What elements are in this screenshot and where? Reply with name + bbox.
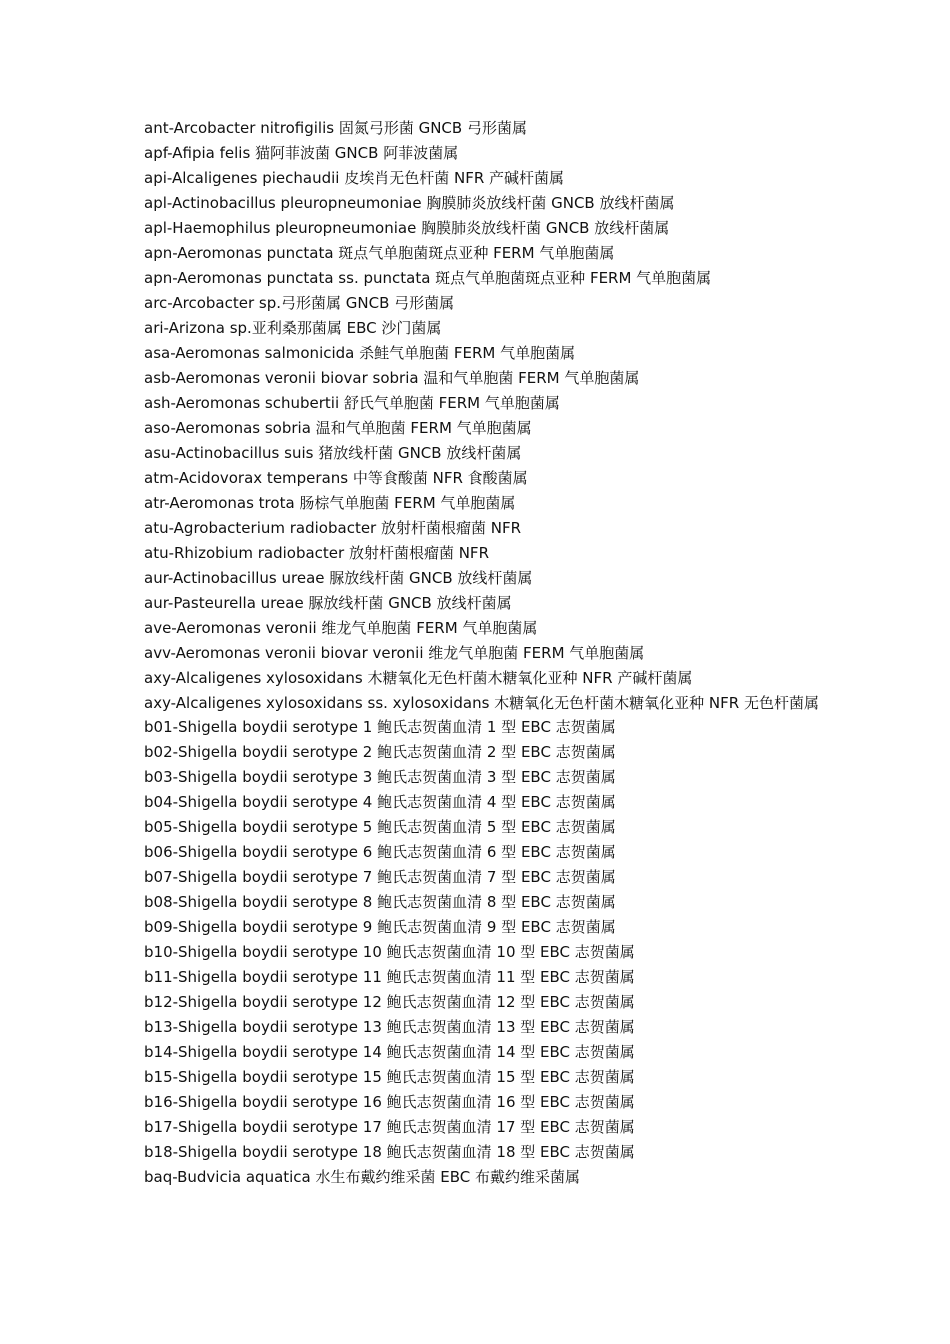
list-item: b05-Shigella boydii serotype 5 鲍氏志贺菌血清 5 型 EBC 志贺菌属 <box>144 818 616 836</box>
list-item: apf-Afipia felis 猫阿菲波菌 GNCB 阿菲波菌属 <box>144 144 459 162</box>
list-item: asu-Actinobacillus suis 猪放线杆菌 GNCB 放线杆菌属 <box>144 444 522 462</box>
list-item: aur-Pasteurella ureae 脲放线杆菌 GNCB 放线杆菌属 <box>144 594 512 612</box>
list-item: b12-Shigella boydii serotype 12 鲍氏志贺菌血清 12 型 EBC 志贺菌属 <box>144 993 635 1011</box>
list-item: ant-Arcobacter nitrofigilis 固氮弓形菌 GNCB 弓形菌属 <box>144 119 527 137</box>
list-item: atr-Aeromonas trota 肠棕气单胞菌 FERM 气单胞菌属 <box>144 494 516 512</box>
list-item: ash-Aeromonas schubertii 舒氏气单胞菌 FERM 气单胞菌属 <box>144 394 560 412</box>
list-item: apl-Haemophilus pleuropneumoniae 胸膜肺炎放线杆菌 GNCB 放线杆菌属 <box>144 219 670 237</box>
list-item: atu-Rhizobium radiobacter 放射杆菌根瘤菌 NFR <box>144 544 489 562</box>
list-item: b10-Shigella boydii serotype 10 鲍氏志贺菌血清 10 型 EBC 志贺菌属 <box>144 943 635 961</box>
list-item: asb-Aeromonas veronii biovar sobria 温和气单胞菌 FERM 气单胞菌属 <box>144 369 640 387</box>
list-item: axy-Alcaligenes xylosoxidans 木糖氧化无色杆菌木糖氧化亚种 NFR 产碱杆菌属 <box>144 669 693 687</box>
list-item: ave-Aeromonas veronii 维龙气单胞菌 FERM 气单胞菌属 <box>144 619 538 637</box>
list-item: b03-Shigella boydii serotype 3 鲍氏志贺菌血清 3 型 EBC 志贺菌属 <box>144 768 616 786</box>
list-item: api-Alcaligenes piechaudii 皮埃肖无色杆菌 NFR 产碱杆菌属 <box>144 169 565 187</box>
list-item: b06-Shigella boydii serotype 6 鲍氏志贺菌血清 6 型 EBC 志贺菌属 <box>144 843 616 861</box>
list-item: b07-Shigella boydii serotype 7 鲍氏志贺菌血清 7 型 EBC 志贺菌属 <box>144 868 616 886</box>
list-item: b16-Shigella boydii serotype 16 鲍氏志贺菌血清 16 型 EBC 志贺菌属 <box>144 1093 635 1111</box>
list-item: ari-Arizona sp.亚利桑那菌属 EBC 沙门菌属 <box>144 319 442 337</box>
list-item: b08-Shigella boydii serotype 8 鲍氏志贺菌血清 8 型 EBC 志贺菌属 <box>144 893 616 911</box>
list-item: b17-Shigella boydii serotype 17 鲍氏志贺菌血清 17 型 EBC 志贺菌属 <box>144 1118 635 1136</box>
list-item: asa-Aeromonas salmonicida 杀鲑气单胞菌 FERM 气单胞菌属 <box>144 344 576 362</box>
list-item: b15-Shigella boydii serotype 15 鲍氏志贺菌血清 15 型 EBC 志贺菌属 <box>144 1068 635 1086</box>
list-item: b18-Shigella boydii serotype 18 鲍氏志贺菌血清 18 型 EBC 志贺菌属 <box>144 1143 635 1161</box>
list-item: aso-Aeromonas sobria 温和气单胞菌 FERM 气单胞菌属 <box>144 419 532 437</box>
list-item: b13-Shigella boydii serotype 13 鲍氏志贺菌血清 13 型 EBC 志贺菌属 <box>144 1018 635 1036</box>
document-page <box>144 116 819 1190</box>
list-item: b04-Shigella boydii serotype 4 鲍氏志贺菌血清 4 型 EBC 志贺菌属 <box>144 793 616 811</box>
list-item: apl-Actinobacillus pleuropneumoniae 胸膜肺炎放线杆菌 GNCB 放线杆菌属 <box>144 194 675 212</box>
list-item: b02-Shigella boydii serotype 2 鲍氏志贺菌血清 2 型 EBC 志贺菌属 <box>144 743 616 761</box>
list-item: b11-Shigella boydii serotype 11 鲍氏志贺菌血清 11 型 EBC 志贺菌属 <box>144 968 635 986</box>
list-item: b14-Shigella boydii serotype 14 鲍氏志贺菌血清 14 型 EBC 志贺菌属 <box>144 1043 635 1061</box>
list-item: b09-Shigella boydii serotype 9 鲍氏志贺菌血清 9 型 EBC 志贺菌属 <box>144 918 616 936</box>
list-item: atm-Acidovorax temperans 中等食酸菌 NFR 食酸菌属 <box>144 469 528 487</box>
list-item: b01-Shigella boydii serotype 1 鲍氏志贺菌血清 1 型 EBC 志贺菌属 <box>144 718 616 736</box>
list-item: aur-Actinobacillus ureae 脲放线杆菌 GNCB 放线杆菌属 <box>144 569 533 587</box>
list-item: avv-Aeromonas veronii biovar veronii 维龙气单胞菌 FERM 气单胞菌属 <box>144 644 645 662</box>
list-item: baq-Budvicia aquatica 水生布戴约维采菌 EBC 布戴约维采菌属 <box>144 1168 581 1186</box>
list-item: apn-Aeromonas punctata 斑点气单胞菌斑点亚种 FERM 气单胞菌属 <box>144 244 615 262</box>
list-item: axy-Alcaligenes xylosoxidans ss. xylosoxidans 木糖氧化无色杆菌木糖氧化亚种 NFR 无色杆菌属 <box>144 694 819 712</box>
list-item: arc-Arcobacter sp.弓形菌属 GNCB 弓形菌属 <box>144 294 455 312</box>
list-item: apn-Aeromonas punctata ss. punctata 斑点气单胞菌斑点亚种 FERM 气单胞菌属 <box>144 269 712 287</box>
list-item: atu-Agrobacterium radiobacter 放射杆菌根瘤菌 NFR <box>144 519 522 537</box>
